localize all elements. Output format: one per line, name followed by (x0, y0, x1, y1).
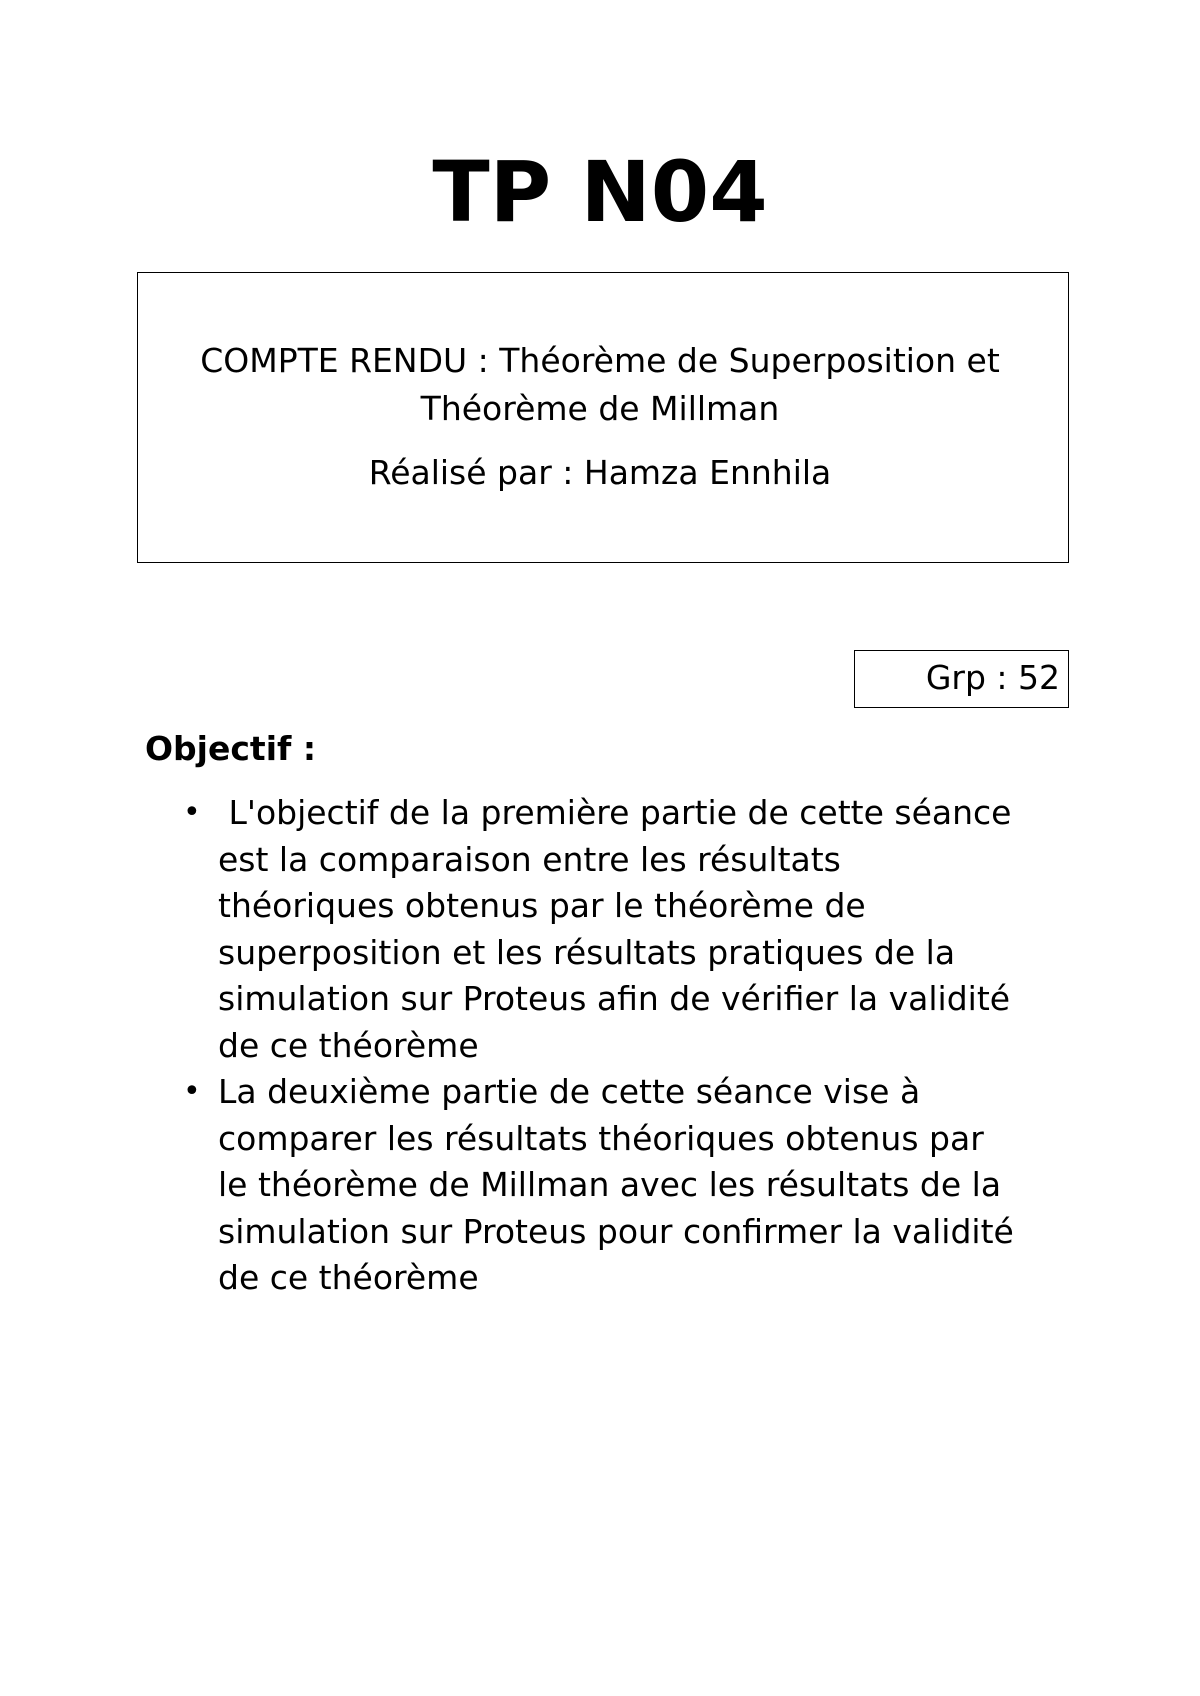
objectives-list (183, 790, 1068, 1302)
bullet-icon: • (183, 795, 201, 830)
list-item (183, 1069, 1068, 1302)
report-subject-line: COMPTE RENDU : Théorème de Superposition et (200, 341, 1000, 380)
objective-line: simulation sur Proteus afin de vérifier la validité (218, 979, 1011, 1018)
objective-line: de ce théorème (218, 1025, 479, 1065)
report-subject-line: Théorème de Millman (420, 389, 780, 428)
objective-line: théoriques obtenus par le théorème de (218, 886, 866, 925)
objective-line: de ce théorème (218, 1258, 479, 1297)
document-title: TP N04 (432, 143, 768, 241)
objective-line: La deuxième partie de cette séance vise à (218, 1072, 921, 1111)
report-subject (0, 337, 1200, 433)
objective-line: le théorème de Millman avec les résultats de la (218, 1165, 1002, 1204)
objective-line: simulation sur Proteus pour confirmer la validité (218, 1211, 1014, 1251)
author-line: Réalisé par : Hamza Ennhila (368, 453, 832, 492)
objective-line: superposition et les résultats pratiques de la (218, 932, 956, 972)
bullet-icon: • (183, 1074, 201, 1109)
objective-line: comparer les résultats théoriques obtenus par (218, 1118, 984, 1158)
objective-heading: Objectif : (145, 729, 317, 768)
list-item (183, 790, 1068, 1069)
objective-line: est la comparaison entre les résultats (218, 839, 841, 879)
group-badge: Grp : 52 (854, 650, 1069, 708)
objective-line: L'objectif de la première partie de cette séance (218, 793, 1012, 832)
